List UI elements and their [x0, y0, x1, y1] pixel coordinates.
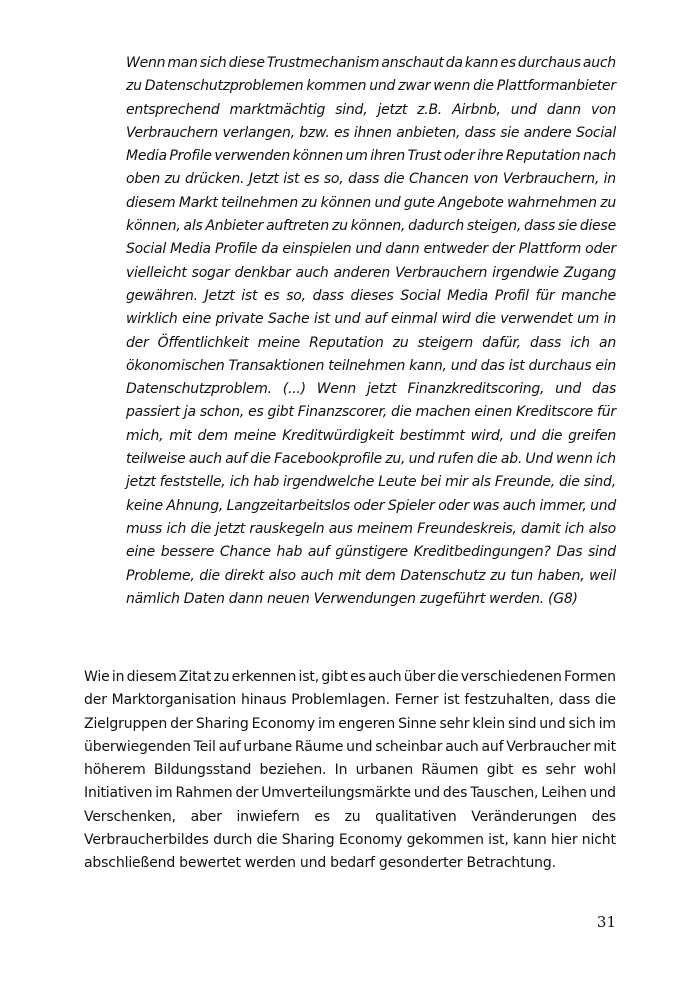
quote-line: Media Profile verwenden können um ihren Trust oder ihre Reputation nach	[126, 148, 616, 165]
body-line: Zielgruppen der Sharing Economy im engeren Sinne sehr klein sind und sich im	[84, 715, 616, 732]
quote-line: gewähren. Jetzt ist es so, dass dieses Social Media Profil für manche	[126, 287, 616, 304]
quote-line: diesem Markt teilnehmen zu können und gute Angebote wahrnehmen zu	[126, 194, 616, 211]
block-quote	[126, 52, 616, 611]
page-number: 31	[596, 913, 616, 931]
quote-line: zu Datenschutzproblemen kommen und zwar wenn die Plattformanbieter	[126, 78, 616, 95]
body-line: der Marktorganisation hinaus Problemlagen. Ferner ist festzuhalten, dass die	[84, 692, 616, 709]
quote-line: eine bessere Chance hab auf günstigere Kreditbedingungen? Das sind	[126, 544, 616, 561]
quote-line: oben zu drücken. Jetzt ist es so, dass die Chancen von Verbrauchern, in	[126, 171, 616, 188]
quote-line: jetzt feststelle, ich hab irgendwelche Leute bei mir als Freunde, die sind,	[126, 474, 616, 491]
body-line: überwiegenden Teil auf urbane Räume und scheinbar auch auf Verbraucher mit	[84, 738, 616, 755]
quote-line: entsprechend marktmächtig sind, jetzt z.B. Airbnb, und dann von	[126, 101, 616, 118]
body-line: Initiativen im Rahmen der Umverteilungsmärkte und des Tauschen, Leihen und	[84, 785, 616, 802]
quote-line: vielleicht sogar denkbar auch anderen Verbrauchern irgendwie Zugang	[126, 264, 616, 281]
body-line: Wie in diesem Zitat zu erkennen ist, gibt es auch über die verschiedenen Formen	[84, 669, 616, 685]
quote-line: wirklich eine private Sache ist und auf einmal wird die verwendet um in	[126, 311, 616, 328]
quote-line: können, als Anbieter auftreten zu können, dadurch steigen, dass sie diese	[126, 218, 616, 235]
quote-line: Verbrauchern verlangen, bzw. es ihnen anbieten, dass sie andere Social	[126, 124, 616, 141]
body-line: abschließend bewertet werden und bedarf gesonderter Betrachtung.	[84, 855, 556, 872]
quote-line: Probleme, die direkt also auch mit dem Datenschutz zu tun haben, weil	[126, 567, 616, 584]
body-line: Verschenken, aber inwiefern es zu qualitativen Veränderungen des	[84, 808, 616, 825]
quote-line: nämlich Daten dann neuen Verwendungen zugeführt werden. (G8)	[126, 590, 578, 607]
quote-line: Wenn man sich diese Trustmechanism anschaut da kann es durchaus auch	[126, 55, 616, 71]
quote-line: muss ich die jetzt rauskegeln aus meinem Freundeskreis, damit ich also	[126, 520, 616, 537]
quote-line: ökonomischen Transaktionen teilnehmen kann, und das ist durchaus ein	[126, 357, 616, 374]
body-paragraph	[84, 666, 616, 876]
body-line: Verbraucherbildes durch die Sharing Economy gekommen ist, kann hier nicht	[84, 832, 616, 849]
quote-line: Social Media Profile da einspielen und dann entweder der Plattform oder	[126, 241, 616, 258]
quote-line: passiert ja schon, es gibt Finanzscorer, die machen einen Kreditscore für	[126, 404, 616, 421]
body-line: höherem Bildungsstand beziehen. In urbanen Räumen gibt es sehr wohl	[84, 762, 616, 779]
quote-line: keine Ahnung, Langzeitarbeitslos oder Spieler oder was auch immer, und	[126, 497, 616, 514]
quote-line: der Öffentlichkeit meine Reputation zu steigern dafür, dass ich an	[126, 334, 616, 351]
quote-line: teilweise auch auf die Facebookprofile zu, und rufen die ab. Und wenn ich	[126, 451, 616, 468]
quote-line: mich, mit dem meine Kreditwürdigkeit bestimmt wird, und die greifen	[126, 427, 616, 444]
quote-line: Datenschutzproblem. (...) Wenn jetzt Finanzkreditscoring, und das	[126, 381, 616, 398]
